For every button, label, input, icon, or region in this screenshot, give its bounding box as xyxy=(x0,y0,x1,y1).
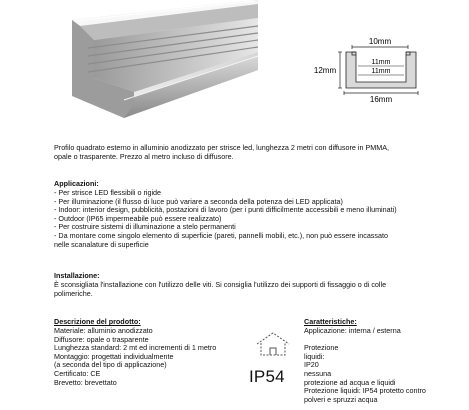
installation-text: È sconsigliata l'installazione con l'utilizzo delle viti. Si consiglia l'utilizzo dei supporti di fissaggio o di colle polimeriche. xyxy=(54,280,387,298)
char-word: liquidi: xyxy=(304,351,325,361)
description-lines: Materiale: alluminio anodizzato Diffusore: opale o trasparente Lunghezza standard: 2 mt ed incrementi di 1 metro Montaggio: progettati individualmente (a seconda del tipo di applicazione) Certificato: CE Brevetto: brevettato xyxy=(54,326,217,387)
dim-top-width: 10mm xyxy=(368,37,392,46)
char-word: nessuna xyxy=(304,368,332,378)
char-line: polveri e spruzzi acqua xyxy=(304,394,378,404)
intro-paragraph: Profilo quadrato esterno in alluminio anodizzato per strisce led, lunghezza 2 metri con diffusore in PMMA, opale o trasparente. Prezzo al metro incluso di diffusore. xyxy=(54,143,390,161)
house-protection-icon xyxy=(253,330,293,358)
dim-inner-upper: 11mm xyxy=(371,59,391,66)
dim-height: 12mm xyxy=(313,66,337,75)
list-item: - Per costruire sistemi di illuminazione a stelo permanenti xyxy=(54,222,236,232)
ip-rating: IP54 xyxy=(249,367,285,386)
section-diagram xyxy=(300,30,430,110)
char-word: IP20 xyxy=(304,360,319,370)
char-line: Protezione liquidi: IP54 protetto contro xyxy=(304,386,426,396)
list-item: - Per illuminazione (il flusso di luce può variare a seconda della potenza dei LED applicata) xyxy=(54,196,343,206)
characteristics-lines xyxy=(304,327,442,404)
list-item: - Indoor: interior design, pubblicità, postazioni di lavoro (per i punti difficilmente accessibili e meno illuminati) xyxy=(54,205,397,215)
dim-inner-lower: 11mm xyxy=(371,68,391,75)
char-word: Protezione xyxy=(304,343,339,353)
characteristics-heading: Caratteristiche: xyxy=(304,317,357,326)
applications-list xyxy=(54,189,454,249)
product-photo xyxy=(54,0,258,118)
list-item: nelle scanalature di superficie xyxy=(54,239,149,249)
installation-heading: Installazione: xyxy=(54,271,100,280)
char-line xyxy=(304,336,442,379)
list-item: - Outdoor (IP65 impermeabile può essere realizzato) xyxy=(54,213,222,223)
dim-bottom-width: 16mm xyxy=(369,95,393,104)
list-item: - Per strisce LED flessibili o rigide xyxy=(54,188,162,197)
char-line: Applicazione: interna / esterna xyxy=(304,326,401,335)
applications-heading: Applicazioni: xyxy=(54,179,99,188)
description-heading: Descrizione del prodotto: xyxy=(54,317,141,326)
list-item: - Da montare come singolo elemento di superficie (pareti, pannelli mobili, etc.), non può essere incassato xyxy=(54,230,388,240)
char-line: protezione ad acqua e liquidi xyxy=(304,377,396,387)
